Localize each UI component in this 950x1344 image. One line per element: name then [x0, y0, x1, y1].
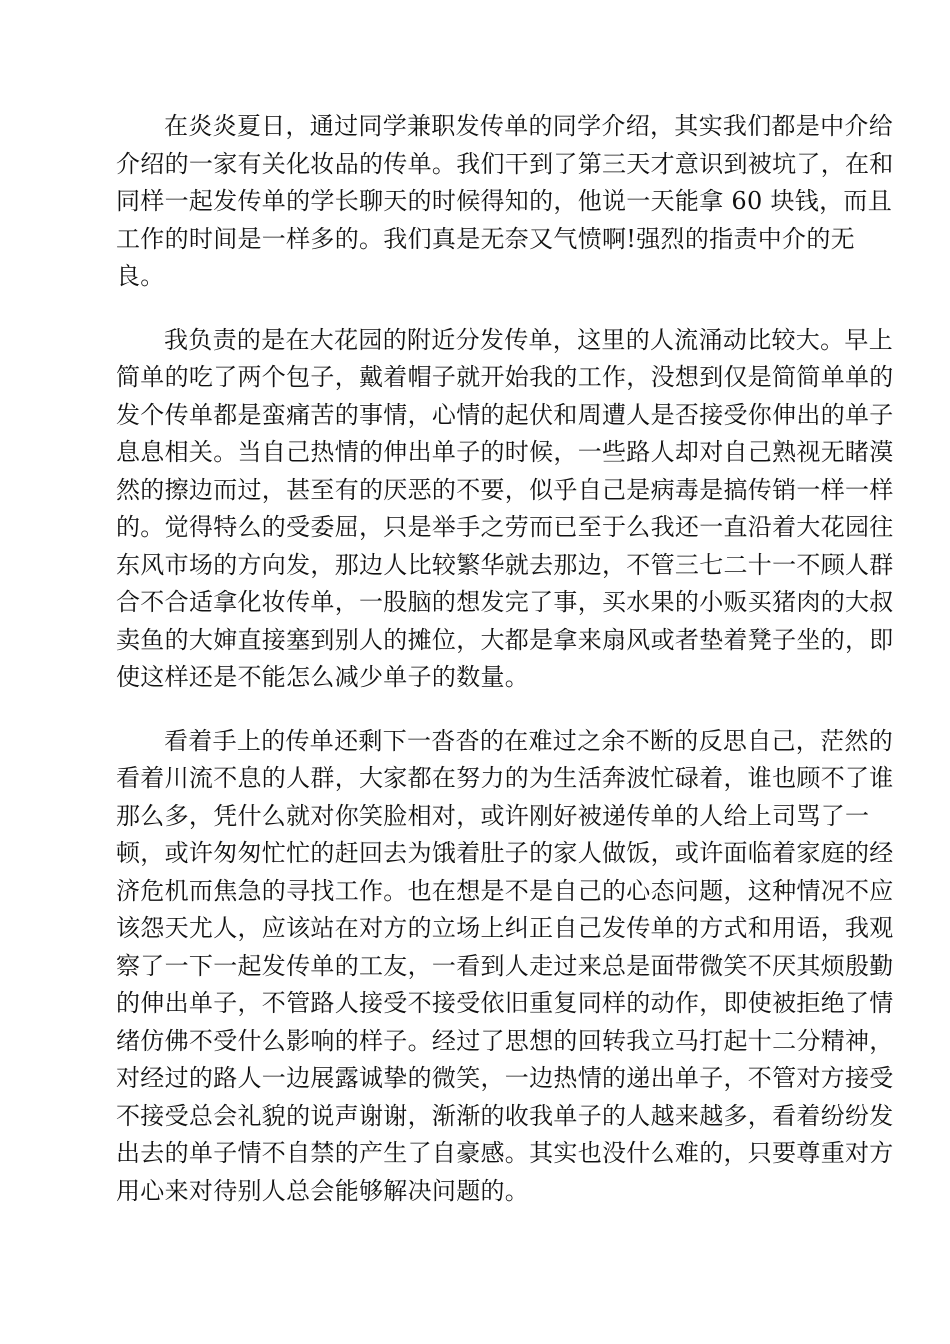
text-line: 良。 — [116, 262, 165, 290]
text-line: 合不合适拿化妆传单，一股脑的想发完了事，买水果的小贩买猪肉的大叔 — [116, 588, 894, 616]
text-line: 出去的单子情不自禁的产生了自豪感。其实也没什么难的，只要尊重对方 — [116, 1139, 894, 1167]
text-line: 不接受总会礼貌的说声谢谢，渐渐的收我单子的人越来越多，看着纷纷发 — [116, 1101, 894, 1130]
text-line: 息息相关。当自己热情的伸出单子的时候，一些路人却对自己熟视无睹漠 — [116, 438, 894, 466]
text-line: 对经过的路人一边展露诚挚的微笑，一边热情的递出单子，不管对方接受 — [116, 1064, 894, 1092]
text-line: 的伸出单子，不管路人接受不接受依旧重复同样的动作，即使被拒绝了情 — [116, 989, 894, 1017]
document-body — [116, 108, 894, 1210]
text-line: 顿，或许匆匆忙忙的赶回去为饿着肚子的家人做饭，或许面临着家庭的经 — [116, 839, 894, 867]
text-line: 那么多，凭什么就对你笑脸相对，或许刚好被递传单的人给上司骂了一 — [116, 801, 870, 830]
text-line: 绪仿佛不受什么影响的样子。经过了思想的回转我立马打起十二分精神， — [116, 1026, 894, 1055]
text-line: 同样一起发传单的学长聊天的时候得知的，他说一天能拿 60 块钱，而且 — [116, 187, 892, 215]
text-line: 东风市场的方向发，那边人比较繁华就去那边，不管三七二十一不顾人群 — [116, 550, 894, 579]
text-line: 济危机而焦急的寻找工作。也在想是不是自己的心态问题，这种情况不应 — [116, 876, 894, 905]
paragraph-2 — [116, 322, 894, 697]
text-line: 然的擦边而过，甚至有的厌恶的不要，似乎自己是病毒是搞传销一样一样 — [116, 475, 894, 504]
paragraph-3 — [116, 723, 894, 1211]
text-line: 介绍的一家有关化妆品的传单。我们干到了第三天才意识到被坑了，在和 — [116, 149, 894, 178]
text-line: 卖鱼的大婶直接塞到别人的摊位，大都是拿来扇风或者垫着凳子坐的，即 — [116, 625, 894, 654]
paragraph-1 — [116, 108, 894, 296]
text-line: 的。觉得特么的受委屈，只是举手之劳而已至于么我还一直沿着大花园往 — [116, 513, 894, 541]
text-line: 看着川流不息的人群，大家都在努力的为生活奔波忙碌着，谁也顾不了谁 — [116, 764, 894, 792]
text-line: 发个传单都是蛮痛苦的事情，心情的起伏和周遭人是否接受你伸出的单子 — [116, 400, 894, 429]
text-line: 用心来对待别人总会能够解决问题的。 — [116, 1176, 530, 1205]
text-line: 简单的吃了两个包子，戴着帽子就开始我的工作，没想到仅是简简单单的 — [116, 363, 894, 391]
text-line: 使这样还是不能怎么减少单子的数量。 — [116, 663, 530, 691]
text-line: 看着手上的传单还剩下一沓沓的在难过之余不断的反思自己，茫然的 — [164, 726, 893, 755]
text-line: 察了一下一起发传单的工友，一看到人走过来总是面带微笑不厌其烦殷勤 — [116, 951, 894, 980]
text-line: 我负责的是在大花园的附近分发传单，这里的人流涌动比较大。早上 — [164, 325, 893, 354]
text-line: 在炎炎夏日，通过同学兼职发传单的同学介绍，其实我们都是中介给 — [164, 112, 893, 140]
text-line: 该怨天尤人，应该站在对方的立场上纠正自己发传单的方式和用语，我观 — [116, 914, 894, 942]
text-line: 工作的时间是一样多的。我们真是无奈又气愤啊!强烈的指责中介的无 — [116, 224, 855, 253]
